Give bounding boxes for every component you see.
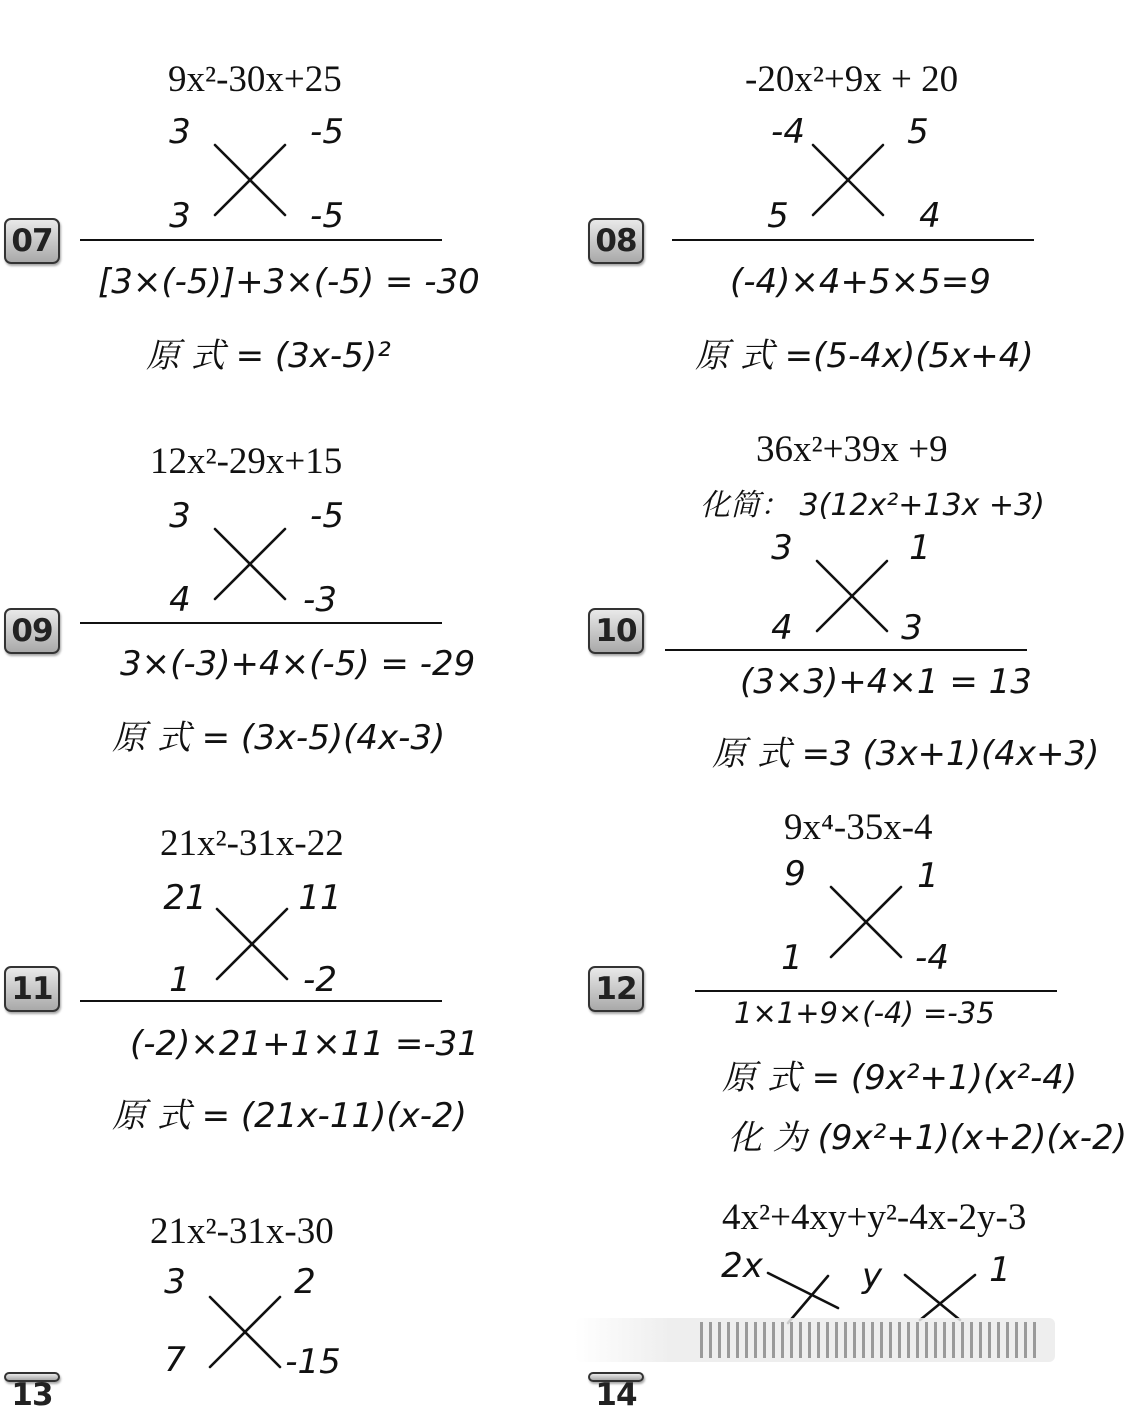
problem-13-expression: 21x²-31x-30	[150, 1211, 334, 1252]
problem-07-number-badge: 07	[4, 218, 60, 264]
problem-10-coef-top-right: 1	[909, 528, 931, 568]
problem-10-coef-top-left: 3	[771, 528, 793, 568]
problem-14-coef-top-middle: y	[861, 1256, 883, 1296]
problem-08-coef-top-right: 5	[907, 112, 929, 152]
problem-08-expression: -20x²+9x + 20	[745, 59, 959, 100]
problem-11-check: (-2)×21+1×11 =-31	[130, 1024, 479, 1064]
problem-08-number-badge: 08	[588, 218, 644, 264]
problem-11-divider	[80, 1000, 442, 1002]
problem-09-check: 3×(-3)+4×(-5) = -29	[120, 644, 476, 684]
problem-12-cross-lines	[826, 882, 906, 962]
problem-09-expression: 12x²-29x+15	[150, 441, 343, 482]
problem-07-coef-top-left: 3	[169, 112, 191, 152]
problem-10-simplify-note: 化简： 3(12x²+13x +3)	[700, 488, 1045, 523]
problem-14-number-badge: 14	[588, 1372, 644, 1382]
problem-13-cross-lines	[205, 1292, 285, 1372]
problem-10-coef-bottom-left: 4	[771, 608, 793, 648]
problem-11-coef-bottom-right: -2	[303, 960, 337, 1000]
problem-08-cross-lines	[808, 140, 888, 220]
problem-11-coef-top-left: 21	[163, 878, 207, 918]
problem-07-result: 原 式 = (3x-5)²	[146, 336, 391, 376]
watermark-logo	[700, 1322, 1040, 1358]
problem-11-coef-top-right: 11	[298, 878, 342, 918]
problem-10-expression: 36x²+39x +9	[756, 429, 948, 470]
problem-12-number-badge: 12	[588, 966, 644, 1012]
problem-12-expression: 9x⁴-35x-4	[784, 807, 933, 848]
problem-12-check: 1×1+9×(-4) =-35	[734, 996, 995, 1030]
problem-13-coef-top-right: 2	[294, 1262, 316, 1302]
problem-14-expression: 4x²+4xy+y²-4x-2y-3	[722, 1197, 1027, 1238]
problem-07-check: [3×(-5)]+3×(-5) = -30	[98, 262, 480, 302]
problem-07-divider	[80, 239, 442, 241]
problem-12-result: 原 式 = (9x²+1)(x²-4)	[722, 1058, 1078, 1098]
problem-09-coef-bottom-left: 4	[169, 580, 191, 620]
problem-14-coef-top-left: 2x	[721, 1246, 763, 1286]
problem-12-coef-bottom-right: -4	[915, 938, 949, 978]
problem-07-cross-lines	[210, 140, 290, 220]
problem-10-cross-lines	[812, 556, 892, 636]
problem-09-cross-lines	[210, 524, 290, 604]
problem-13-coef-bottom-left: 7	[164, 1340, 186, 1380]
problem-12-result-simplified: 化 为 (9x²+1)(x+2)(x-2)	[728, 1118, 1127, 1158]
problem-07-coef-bottom-right: -5	[310, 196, 344, 236]
problem-13-coef-top-left: 3	[164, 1262, 186, 1302]
problem-07-coef-top-right: -5	[310, 112, 344, 152]
problem-13-coef-bottom-right: -15	[285, 1342, 341, 1382]
problem-09-coef-bottom-right: -3	[303, 580, 337, 620]
problem-14-coef-top-right: 1	[989, 1250, 1011, 1290]
problem-09-divider	[80, 622, 442, 624]
problem-08-result: 原 式 =(5-4x)(5x+4)	[695, 336, 1034, 376]
problem-07-expression: 9x²-30x+25	[168, 59, 342, 100]
problem-11-expression: 21x²-31x-22	[160, 823, 344, 864]
problem-09-number-badge: 09	[4, 608, 60, 654]
problem-11-number-badge: 11	[4, 966, 60, 1012]
problem-10-divider	[665, 649, 1027, 651]
problem-09-coef-top-right: -5	[310, 496, 344, 536]
problem-08-coef-bottom-left: 5	[767, 196, 789, 236]
problem-07-coef-bottom-left: 3	[169, 196, 191, 236]
problem-10-coef-bottom-right: 3	[901, 608, 923, 648]
problem-09-result: 原 式 = (3x-5)(4x-3)	[112, 718, 446, 758]
problem-10-result: 原 式 =3 (3x+1)(4x+3)	[712, 734, 1100, 774]
problem-13-number-badge: 13	[4, 1372, 60, 1382]
problem-08-divider	[672, 239, 1034, 241]
problem-12-coef-bottom-left: 1	[781, 938, 803, 978]
problem-12-divider	[695, 990, 1057, 992]
problem-09-coef-top-left: 3	[169, 496, 191, 536]
problem-12-coef-top-right: 1	[917, 856, 939, 896]
problem-11-cross-lines	[212, 904, 292, 984]
problem-10-number-badge: 10	[588, 608, 644, 654]
problem-08-coef-top-left: -4	[771, 112, 805, 152]
problem-11-coef-bottom-left: 1	[169, 960, 191, 1000]
problem-10-check: (3×3)+4×1 = 13	[740, 662, 1032, 702]
problem-08-check: (-4)×4+5×5=9	[730, 262, 991, 302]
problem-11-result: 原 式 = (21x-11)(x-2)	[112, 1096, 467, 1136]
problem-08-coef-bottom-right: 4	[919, 196, 941, 236]
problem-12-coef-top-left: 9	[784, 854, 806, 894]
